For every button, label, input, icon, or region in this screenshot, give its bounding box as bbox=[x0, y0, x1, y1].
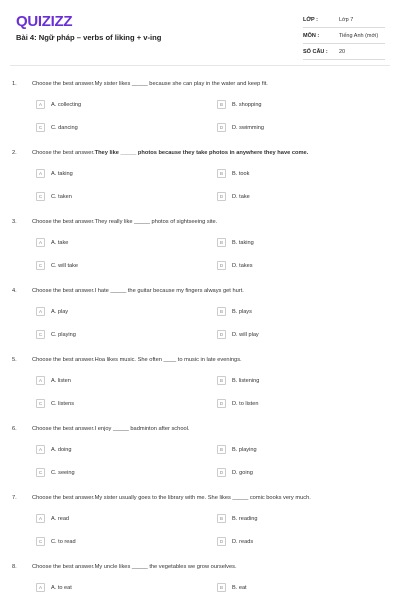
question-blank: _____ bbox=[131, 81, 148, 87]
question-row bbox=[12, 149, 392, 157]
option-label: B. listening bbox=[232, 377, 260, 384]
question-prompt: Choose the best answer.Hoa likes music. She often bbox=[32, 357, 164, 363]
option-letter-box: D bbox=[217, 192, 226, 201]
answer-option-c[interactable] bbox=[36, 399, 74, 408]
question-prompt: Choose the best answer.My uncle likes bbox=[32, 564, 132, 570]
answer-option-c[interactable] bbox=[36, 330, 76, 339]
answer-option-b[interactable] bbox=[217, 376, 259, 385]
question-number: 5. bbox=[12, 357, 17, 363]
question-number: 4. bbox=[12, 288, 17, 294]
option-letter-box: D bbox=[217, 399, 226, 408]
answer-option-a[interactable] bbox=[36, 169, 73, 178]
question-number: 8. bbox=[12, 564, 17, 570]
meta-row-subject bbox=[303, 28, 385, 44]
answer-option-b[interactable] bbox=[217, 169, 249, 178]
option-label: D. will play bbox=[232, 331, 259, 338]
option-label: D. takes bbox=[232, 262, 253, 269]
question-blank: _____ bbox=[131, 564, 148, 570]
option-label: C. dancing bbox=[51, 124, 78, 131]
question-row bbox=[12, 563, 392, 571]
option-letter-box: D bbox=[217, 261, 226, 270]
answer-option-a[interactable] bbox=[36, 583, 72, 592]
question-number: 3. bbox=[12, 219, 17, 225]
answer-option-c[interactable] bbox=[36, 123, 78, 132]
option-label: C. playing bbox=[51, 331, 76, 338]
question bbox=[12, 425, 392, 433]
option-letter-box: B bbox=[217, 169, 226, 178]
question-number: 7. bbox=[12, 495, 17, 501]
question bbox=[12, 356, 392, 364]
option-letter-box: A bbox=[36, 100, 45, 109]
option-label: A. collecting bbox=[51, 101, 82, 108]
option-letter-box: B bbox=[217, 445, 226, 454]
question-text bbox=[32, 563, 392, 571]
header-divider bbox=[10, 65, 390, 66]
answer-option-a[interactable] bbox=[36, 307, 68, 316]
question-prompt: Choose the best answer.They really like bbox=[32, 219, 135, 225]
answer-option-c[interactable] bbox=[36, 192, 72, 201]
meta-table bbox=[303, 12, 385, 60]
option-label: B. taking bbox=[232, 239, 254, 246]
quizizz-logo: QUIZIZZ bbox=[16, 13, 73, 30]
answer-option-d[interactable] bbox=[217, 123, 264, 132]
answer-option-d[interactable] bbox=[217, 192, 250, 201]
question-rest: badminton after school. bbox=[128, 426, 190, 432]
option-label: A. taking bbox=[51, 170, 73, 177]
question-text bbox=[32, 425, 392, 433]
question bbox=[12, 494, 392, 502]
option-label: C. to read bbox=[51, 538, 76, 545]
option-letter-box: B bbox=[217, 307, 226, 316]
meta-key: LỚP : bbox=[303, 16, 318, 23]
question bbox=[12, 218, 392, 226]
question-blank: They like _____ photos because they take photos in anywhere they have come. bbox=[94, 150, 309, 156]
answer-option-d[interactable] bbox=[217, 330, 259, 339]
question-prompt: Choose the best answer. bbox=[32, 150, 95, 156]
answer-option-b[interactable] bbox=[217, 307, 252, 316]
option-label: C. listens bbox=[51, 400, 75, 407]
option-label: D. going bbox=[232, 469, 253, 476]
question-rest: the guitar because my fingers always get hurt. bbox=[126, 288, 244, 294]
option-letter-box: C bbox=[36, 399, 45, 408]
answer-option-c[interactable] bbox=[36, 537, 76, 546]
question-rest: the vegetables we grow ourselves. bbox=[147, 564, 237, 570]
answer-option-d[interactable] bbox=[217, 261, 253, 270]
option-label: A. read bbox=[51, 515, 70, 522]
question-rest: because she can play in the water and keep fit. bbox=[147, 81, 268, 87]
option-letter-box: D bbox=[217, 468, 226, 477]
answer-option-a[interactable] bbox=[36, 376, 71, 385]
question-text bbox=[32, 218, 392, 226]
question bbox=[12, 563, 392, 571]
answer-option-d[interactable] bbox=[217, 537, 253, 546]
question-blank: _____ bbox=[134, 219, 150, 225]
option-letter-box: C bbox=[36, 468, 45, 477]
option-letter-box: C bbox=[36, 123, 45, 132]
meta-key: MÔN : bbox=[303, 32, 320, 39]
option-label: C. will take bbox=[51, 262, 79, 269]
answer-option-a[interactable] bbox=[36, 238, 68, 247]
question-rest: to music in late evenings. bbox=[176, 357, 242, 363]
question-blank: _____ bbox=[110, 288, 127, 294]
option-letter-box: A bbox=[36, 445, 45, 454]
option-letter-box: A bbox=[36, 376, 45, 385]
option-label: D. reads bbox=[232, 538, 254, 545]
option-label: D. take bbox=[232, 193, 250, 200]
option-label: A. to eat bbox=[51, 584, 72, 591]
option-letter-box: D bbox=[217, 537, 226, 546]
option-label: A. doing bbox=[51, 446, 72, 453]
question-prompt: Choose the best answer.I hate bbox=[32, 288, 111, 294]
question-text bbox=[32, 356, 392, 364]
question-number: 1. bbox=[12, 81, 17, 87]
question-row bbox=[12, 218, 392, 226]
answer-option-a[interactable] bbox=[36, 100, 81, 109]
answer-option-b[interactable] bbox=[217, 514, 258, 523]
answer-option-d[interactable] bbox=[217, 468, 253, 477]
option-letter-box: A bbox=[36, 169, 45, 178]
option-label: A. play bbox=[51, 308, 69, 315]
question-number: 6. bbox=[12, 426, 17, 432]
option-letter-box: B bbox=[217, 514, 226, 523]
question bbox=[12, 287, 392, 295]
option-letter-box: C bbox=[36, 330, 45, 339]
meta-value: Tiếng Anh (mới) bbox=[339, 32, 379, 39]
option-label: B. took bbox=[232, 170, 250, 177]
option-label: B. reading bbox=[232, 515, 258, 522]
question-rest: photos of sightseeing site. bbox=[149, 219, 218, 225]
answer-option-c[interactable] bbox=[36, 261, 78, 270]
question-row bbox=[12, 356, 392, 364]
option-label: B. playing bbox=[232, 446, 257, 453]
question-text bbox=[32, 494, 392, 502]
answer-option-b[interactable] bbox=[217, 100, 262, 109]
answer-option-d[interactable] bbox=[217, 399, 258, 408]
option-label: A. listen bbox=[51, 377, 71, 384]
option-letter-box: D bbox=[217, 123, 226, 132]
option-letter-box: C bbox=[36, 537, 45, 546]
option-letter-box: A bbox=[36, 583, 45, 592]
option-label: D. swimming bbox=[232, 124, 265, 131]
question-rest: comic books very much. bbox=[248, 495, 311, 501]
option-letter-box: C bbox=[36, 261, 45, 270]
option-letter-box: B bbox=[217, 376, 226, 385]
answer-option-a[interactable] bbox=[36, 445, 72, 454]
question-row bbox=[12, 80, 392, 88]
question-number: 2. bbox=[12, 150, 17, 156]
option-letter-box: B bbox=[217, 100, 226, 109]
option-label: D. to listen bbox=[232, 400, 259, 407]
option-letter-box: B bbox=[217, 583, 226, 592]
question-prompt: Choose the best answer.I enjoy bbox=[32, 426, 113, 432]
option-letter-box: B bbox=[217, 238, 226, 247]
option-label: A. take bbox=[51, 239, 69, 246]
option-letter-box: A bbox=[36, 238, 45, 247]
question-text bbox=[32, 287, 392, 295]
answer-option-b[interactable] bbox=[217, 238, 254, 247]
worksheet-title: Bài 4: Ngữ pháp – verbs of liking + v-ing bbox=[16, 33, 162, 42]
question-blank: _____ bbox=[112, 426, 129, 432]
answer-option-c[interactable] bbox=[36, 468, 75, 477]
question-prompt: Choose the best answer.My sister likes bbox=[32, 81, 132, 87]
question-text bbox=[32, 149, 392, 157]
option-label: B. plays bbox=[232, 308, 252, 315]
meta-row-class bbox=[303, 12, 385, 28]
question-text bbox=[32, 80, 392, 88]
meta-key: SỐ CÂU : bbox=[303, 48, 328, 55]
option-letter-box: D bbox=[217, 330, 226, 339]
option-label: C. taken bbox=[51, 193, 72, 200]
option-label: B. eat bbox=[232, 584, 247, 591]
question-row bbox=[12, 287, 392, 295]
answer-option-b[interactable] bbox=[217, 445, 257, 454]
option-letter-box: A bbox=[36, 307, 45, 316]
meta-value: Lớp 7 bbox=[339, 16, 354, 23]
option-label: C. seeing bbox=[51, 469, 75, 476]
question-prompt: Choose the best answer.My sister usually goes to the library with me. She likes bbox=[32, 495, 233, 501]
question bbox=[12, 149, 392, 157]
question bbox=[12, 80, 392, 88]
meta-row-count bbox=[303, 44, 385, 60]
question-row bbox=[12, 494, 392, 502]
question-blank: ____ bbox=[163, 357, 177, 363]
option-letter-box: A bbox=[36, 514, 45, 523]
answer-option-a[interactable] bbox=[36, 514, 69, 523]
question-row bbox=[12, 425, 392, 433]
option-label: B. shopping bbox=[232, 101, 262, 108]
answer-option-b[interactable] bbox=[217, 583, 247, 592]
question-blank: _____ bbox=[232, 495, 249, 501]
meta-value: 20 bbox=[339, 48, 346, 55]
option-letter-box: C bbox=[36, 192, 45, 201]
